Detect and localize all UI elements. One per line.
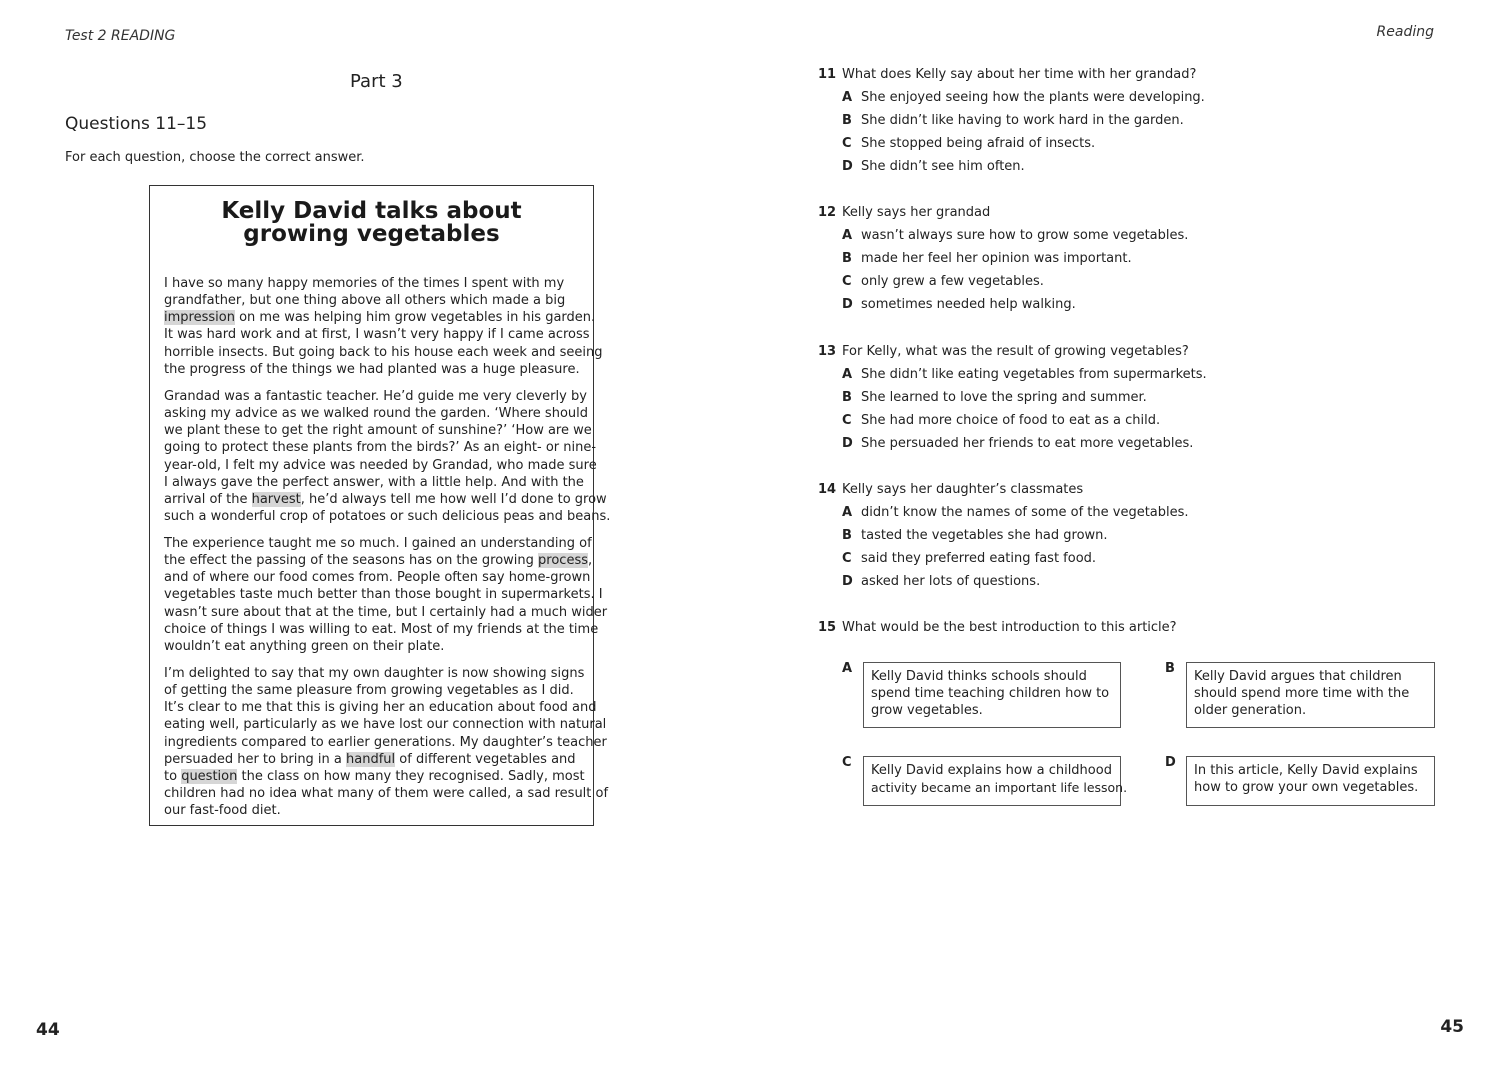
option-letter: B [842, 390, 852, 405]
option-text: She stopped being afraid of insects. [861, 136, 1096, 151]
option-text: tasted the vegetables she had grown. [861, 528, 1108, 543]
text-fragment: persuaded her to bring in a [164, 751, 347, 767]
text-line: year-old, I felt my advice was needed by Grandad, who made sure [164, 457, 597, 473]
option-text: made her feel her opinion was important. [861, 251, 1132, 266]
text-line: and of where our food comes from. People often say home-grown [164, 570, 591, 586]
question-15 [818, 620, 1177, 643]
option-letter: D [842, 297, 853, 312]
option-c[interactable] [818, 274, 1188, 297]
option-letter: C [842, 551, 852, 566]
text-line: Kelly David explains how a childhood [871, 763, 1112, 778]
question-stem: Kelly says her daughter’s classmates [842, 482, 1084, 497]
text-line: ingredients compared to earlier generations. My daughter’s teacher [164, 734, 607, 750]
part-title: Part 3 [350, 71, 403, 92]
option-b[interactable] [818, 390, 1207, 413]
left-running-head: Test 2 READING [65, 28, 176, 44]
option-d[interactable] [818, 159, 1205, 182]
text-line: should spend more time with the [1194, 686, 1410, 701]
option-text: didn’t know the names of some of the vegetables. [861, 505, 1189, 520]
question-13 [818, 344, 1207, 459]
text-line: It was hard work and at first, I wasn’t very happy if I came across [164, 327, 590, 343]
option-letter-a: A [842, 661, 853, 676]
text-line [164, 751, 592, 768]
article-paragraph-1 [164, 275, 603, 378]
option-d[interactable] [818, 436, 1207, 459]
option-letter-c: C [842, 755, 852, 770]
option-letter: C [842, 274, 852, 289]
text-fragment: to [164, 768, 182, 784]
text-line: grow vegetables. [871, 703, 983, 718]
text-line: such a wonderful crop of potatoes or such delicious peas and beans. [164, 509, 611, 525]
question-number: 11 [818, 67, 837, 82]
text-fragment: arrival of the [164, 491, 252, 507]
text-line: grandfather, but one thing above all others which made a big [164, 293, 566, 309]
question-12 [818, 205, 1188, 320]
text-line: wasn’t sure about that at the time, but I certainly had a much wider [164, 604, 608, 620]
article-title-line-1: Kelly David talks about [221, 198, 522, 224]
option-letter: A [842, 367, 853, 382]
text-fragment: on me was helping him grow vegetables in his garden. [234, 310, 596, 326]
option-letter: A [842, 228, 853, 243]
highlighted-word: process [538, 553, 589, 569]
option-text: only grew a few vegetables. [861, 274, 1044, 289]
highlighted-word: harvest [251, 491, 301, 507]
text-line: Kelly David argues that children [1194, 669, 1402, 684]
text-line: I’m delighted to say that my own daughter is now showing signs [164, 666, 585, 681]
text-line: the progress of the things we had planted was a huge pleasure. [164, 361, 580, 377]
option-c[interactable] [818, 413, 1207, 436]
text-line: our fast-food diet. [164, 803, 281, 819]
option-c[interactable] [818, 136, 1205, 159]
option-d[interactable] [818, 297, 1188, 320]
intro-option-a[interactable] [863, 662, 1121, 728]
option-text: She had more choice of food to eat as a child. [861, 413, 1161, 428]
text-fragment: of different vegetables and [395, 751, 576, 767]
text-line: asking my advice as we walked round the garden. ‘Where should [164, 406, 588, 422]
text-line: I always gave the perfect answer, with a little help. And with the [164, 474, 584, 490]
article-paragraph-4 [164, 665, 609, 819]
option-text: asked her lots of questions. [861, 574, 1041, 589]
left-page-number: 44 [36, 1020, 60, 1040]
text-line: activity became an important life lesson. [871, 780, 1128, 795]
text-line: going to protect these plants from the birds?’ As an eight- or nine- [164, 440, 597, 456]
option-letter: A [842, 90, 853, 105]
text-fragment: the class on how many they recognised. Sadly, most [237, 768, 585, 784]
option-letter: B [842, 113, 852, 128]
option-a[interactable] [818, 367, 1207, 390]
highlighted-word: handful [346, 751, 396, 767]
text-line [164, 768, 592, 785]
text-line [164, 552, 592, 569]
option-letter: B [842, 528, 852, 543]
intro-option-d[interactable] [1186, 756, 1435, 806]
question-number: 14 [818, 482, 837, 497]
text-line: I have so many happy memories of the times I spent with my [164, 276, 565, 291]
option-text: She didn’t see him often. [861, 159, 1025, 174]
question-stem: What would be the best introduction to this article? [842, 620, 1177, 635]
intro-option-b[interactable] [1186, 662, 1435, 728]
option-text: She didn’t like having to work hard in the garden. [861, 113, 1184, 128]
question-14 [818, 482, 1189, 597]
option-text: She enjoyed seeing how the plants were developing. [861, 90, 1205, 105]
text-line: The experience taught me so much. I gained an understanding of [164, 536, 592, 551]
instruction-text: For each question, choose the correct answer. [65, 150, 365, 165]
option-a[interactable] [818, 505, 1189, 528]
text-line: children had no idea what many of them were called, a sad result of [164, 786, 609, 802]
right-running-head: Reading [1376, 24, 1434, 40]
option-text: sometimes needed help walking. [861, 297, 1076, 312]
option-letter: D [842, 574, 853, 589]
text-line: wouldn’t eat anything green on their plate. [164, 638, 445, 654]
question-stem: What does Kelly say about her time with her grandad? [842, 67, 1197, 82]
option-b[interactable] [818, 251, 1188, 274]
article-paragraph-2 [164, 388, 611, 525]
option-c[interactable] [818, 551, 1189, 574]
question-number: 15 [818, 620, 837, 635]
option-b[interactable] [818, 113, 1205, 136]
text-line: Grandad was a fantastic teacher. He’d guide me very cleverly by [164, 389, 587, 404]
article-title-line-2: growing vegetables [243, 221, 500, 247]
text-line: horrible insects. But going back to his house each week and seeing [164, 344, 603, 360]
question-11 [818, 67, 1205, 182]
text-line: how to grow your own vegetables. [1194, 780, 1419, 795]
highlighted-word: impression [164, 310, 235, 326]
option-letter: D [842, 436, 853, 451]
text-line: we plant these to get the right amount of sunshine?’ ‘How are we [164, 423, 592, 439]
text-fragment: , he’d always tell me how well I’d done to grow [300, 491, 607, 507]
option-text: said they preferred eating fast food. [861, 551, 1097, 566]
option-text: She didn’t like eating vegetables from supermarkets. [861, 367, 1207, 382]
article-title [150, 200, 593, 246]
question-stem: For Kelly, what was the result of growing vegetables? [842, 344, 1189, 359]
text-line [164, 309, 596, 326]
questions-heading: Questions 11–15 [65, 114, 208, 134]
option-letter: C [842, 136, 852, 151]
option-text: She persuaded her friends to eat more vegetables. [861, 436, 1194, 451]
text-line: It’s clear to me that this is giving her an education about food and [164, 700, 597, 716]
text-fragment: , [588, 553, 593, 569]
option-text: wasn’t always sure how to grow some vegetables. [861, 228, 1189, 243]
option-letter: D [842, 159, 853, 174]
article-box [149, 185, 611, 826]
option-letter-d: D [1165, 755, 1176, 770]
option-b[interactable] [818, 528, 1189, 551]
article-paragraph-3 [164, 535, 608, 655]
option-text: She learned to love the spring and summer. [861, 390, 1147, 405]
question-stem: Kelly says her grandad [842, 205, 991, 220]
text-line [164, 491, 607, 508]
option-a[interactable] [818, 90, 1205, 113]
text-line: vegetables taste much better than those bought in supermarkets. I [164, 587, 603, 603]
right-page-number: 45 [1440, 1017, 1464, 1037]
option-letter: B [842, 251, 852, 266]
option-letter: C [842, 413, 852, 428]
text-line: of getting the same pleasure from growing vegetables as I did. [164, 683, 574, 699]
intro-option-c[interactable] [863, 756, 1128, 806]
text-line: Kelly David thinks schools should [871, 669, 1087, 684]
text-line: In this article, Kelly David explains [1194, 763, 1418, 778]
text-fragment: the effect the passing of the seasons has on the growing [164, 553, 539, 569]
text-line: eating well, particularly as we have lost our connection with natural [164, 717, 607, 733]
question-number: 13 [818, 344, 837, 359]
option-letter: A [842, 505, 853, 520]
text-line: choice of things I was willing to eat. Most of my friends at the time [164, 621, 599, 637]
highlighted-word: question [181, 768, 238, 784]
option-letter-b: B [1165, 661, 1175, 676]
text-line: spend time teaching children how to [871, 686, 1110, 701]
option-d[interactable] [818, 574, 1189, 597]
option-a[interactable] [818, 228, 1188, 251]
text-line: older generation. [1194, 703, 1307, 718]
question-number: 12 [818, 205, 837, 220]
